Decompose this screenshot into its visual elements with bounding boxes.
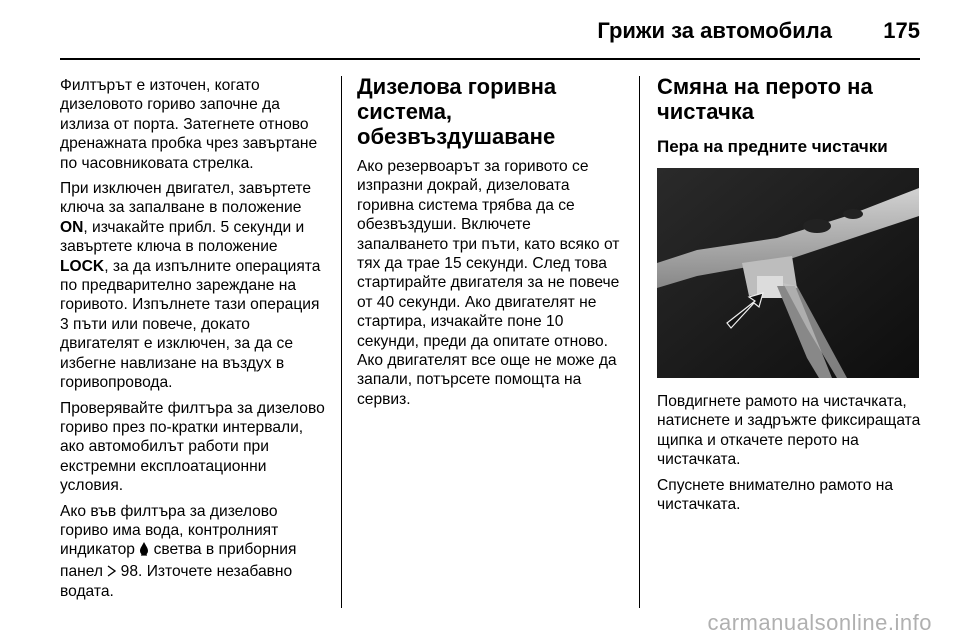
paragraph-lower-arm: Спуснете внимателно рамото на чистачката. (657, 476, 894, 514)
paragraph-water-indicator (60, 502, 330, 602)
page-number: 175 (883, 18, 920, 43)
column-left (60, 76, 330, 608)
arrow-ref-icon (107, 563, 116, 582)
page-header (60, 0, 920, 60)
paragraph-check-interval: Проверявайте филтъра за дизелово гориво през по-кратки интервали, ако автомобилът работи при екстремни експлоатационни условия. (60, 399, 325, 495)
header-divider (60, 58, 920, 60)
page-title: Грижи за автомобила (597, 18, 832, 43)
position-on-label: ON (60, 218, 84, 236)
column-middle (357, 74, 625, 415)
paragraph-priming (60, 179, 330, 392)
column-divider-2 (639, 76, 640, 608)
paragraph-filter-drained: Филтърът е източен, когато дизеловото гориво започне да излиза от порта. Затегнете отново дренажната пробка чрез завъртане по часовниковата стрелка. (60, 77, 318, 172)
page-reference[interactable]: 98 (120, 562, 139, 580)
column-right (657, 74, 927, 520)
water-in-fuel-icon (139, 541, 149, 561)
text-span: , за да изпълните операцията по предварително зареждане на горивото. Изпълнете тази операция 3 пъти или повече, докато двигателят е изключен, за да се избегне навлизане на въздух в горивопровода. (60, 257, 321, 392)
paragraph-lift-arm: Повдигнете рамото на чистачката, натиснете и задръжте фиксиращата щипка и откачете перото на чистачката. (657, 393, 921, 469)
text-span: Ако във филтъра за дизелово гориво има вода, контролният индикатор (60, 502, 279, 559)
section-heading-bleeding: Дизелова горивна система, обезвъздушаване (357, 74, 557, 149)
wiper-blade-photo (657, 168, 919, 378)
text-span: . Източете незабавно водата. (60, 562, 293, 601)
watermark: carmanualsonline.info (707, 610, 932, 635)
text-span: При изключен двигател, завъртете ключа за запалване в положение (60, 180, 312, 217)
text-span: , изчакайте прибл. 5 секунди и завъртете ключа в положение (60, 218, 305, 256)
text-span: светва в приборния панел (60, 541, 297, 580)
column-divider-1 (341, 76, 342, 608)
paragraph-bleeding: Ако резервоарът за горивото се изпразни докрай, дизеловата горивна система трябва да се обезвъздуши. Включете запалването три пъти, като всяко от тях да трае 15 секунди. След това стартирайте двигателя за не повече от 40 секунди. Ако двигателят не стартира, изчакайте поне 10 секунди, преди да опитате отново. Ако двигателят все още не може да запали, потърсете помощта на сервиз. (357, 158, 620, 408)
subheading-front-wipers: Пера на предните чистачки (657, 137, 888, 156)
section-heading-wiper: Смяна на перото на чистачка (657, 74, 873, 124)
position-lock-label: LOCK (60, 257, 105, 275)
